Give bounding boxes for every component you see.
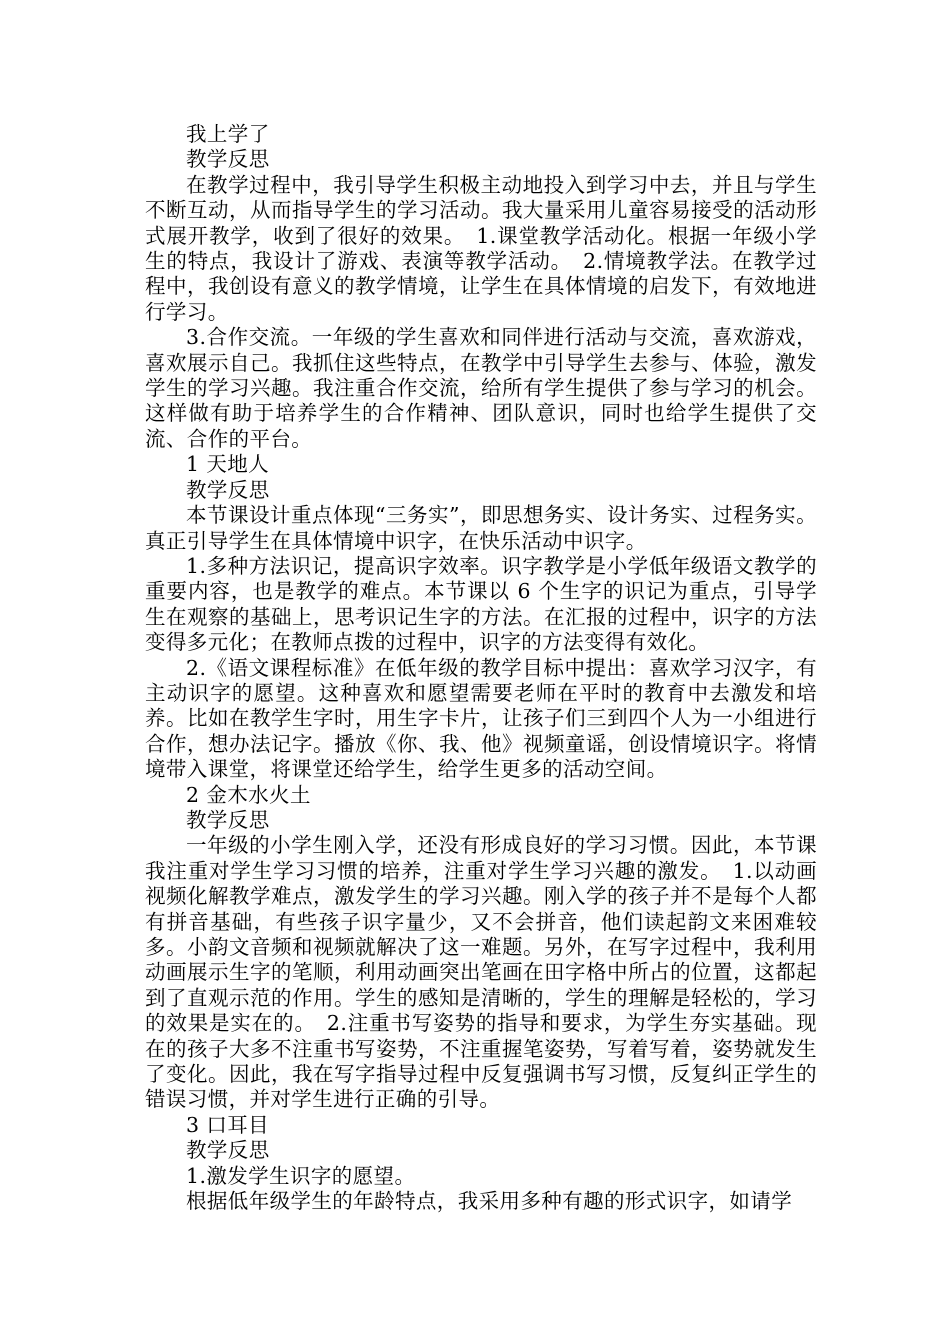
lesson-title: 3 口耳目 [186, 1112, 270, 1137]
body-paragraph: 2.《语文课程标准》在低年级的教学目标中提出：喜欢学习汉字，有主动识字的愿望。这种喜欢和愿望需要老师在平时的教育中去激发和培养。比如在教学生字时，用生字卡片，让孩子们三到四个人为一小组进行合作，想办法记字。播放《你、我、他》视频童谣，创设情境识字。将情境带入课堂，将课堂还给学生，给学生更多的活动空间。 [145, 655, 817, 782]
body-paragraph: 根据低年级学生的年龄特点，我采用多种有趣的形式识字，如请学 [186, 1189, 793, 1214]
lesson-title: 我上学了 [186, 122, 270, 146]
body-paragraph: 1.激发学生识字的愿望。 [186, 1163, 416, 1188]
section-heading: 教学反思 [186, 807, 270, 832]
body-paragraph: 一年级的小学生刚入学，还没有形成良好的学习习惯。因此，本节课我注重对学生学习习惯的培养，注重对学生学习兴趣的激发。 1.以动画视频化解教学难点，激发学生的学习兴趣。刚入学的孩子并不是每个人都有拼音基础，有些孩子识字量少，又不会拼音，他们读起韵文来困难较多。小韵文音频和视频就解决了这一难题。另外，在写字过程中，我利用动画展示生字的笔顺，利用动画突出笔画在田字格中所占的位置，这都起到了直观示范的作用。学生的感知是清晰的，学生的理解是轻松的，学习的效果是实在的。 2.注重书写姿势的指导和要求，为学生夯实基础。现在的孩子大多不注重书写姿势，不注重握笔姿势，写着写着，姿势就发生了变化。因此，我在写字指导过程中反复强调书写习惯，反复纠正学生的错误习惯，并对学生进行正确的引导。 [145, 833, 817, 1112]
section-heading: 教学反思 [186, 1138, 270, 1163]
body-paragraph: 1.多种方法识记，提高识字效率。识字教学是小学低年级语文教学的重要内容，也是教学的难点。本节课以 6 个生字的识记为重点，引导学生在观察的基础上，思考识记生字的方法。在汇报的过程中，识字的方法变得多元化；在教师点拨的过程中，识字的方法变得有效化。 [145, 553, 817, 655]
section-heading: 教学反思 [186, 147, 270, 172]
lesson-title: 1 天地人 [186, 452, 270, 477]
body-paragraph: 本节课设计重点体现“三务实”，即思想务实、设计务实、过程务实。真正引导学生在具体情境中识字，在快乐活动中识字。 [145, 503, 817, 553]
document-body [145, 122, 817, 1214]
section-heading: 教学反思 [186, 477, 270, 502]
lesson-title: 2 金木水火土 [186, 782, 311, 807]
body-paragraph: 在教学过程中，我引导学生积极主动地投入到学习中去，并且与学生不断互动，从而指导学生的学习活动。我大量采用儿童容易接受的活动形式展开教学，收到了很好的效果。 1.课堂教学活动化。根据一年级小学生的特点，我设计了游戏、表演等教学活动。 2.情境教学法。在教学过程中，我创设有意义的教学情境，让学生在具体情境的启发下，有效地进行学习。 [145, 172, 817, 324]
body-paragraph: 3.合作交流。一年级的学生喜欢和同伴进行活动与交流，喜欢游戏，喜欢展示自己。我抓住这些特点，在教学中引导学生去参与、体验，激发学生的学习兴趣。我注重合作交流，给所有学生提供了参与学习的机会。这样做有助于培养学生的合作精神、团队意识，同时也给学生提供了交流、合作的平台。 [145, 325, 817, 451]
